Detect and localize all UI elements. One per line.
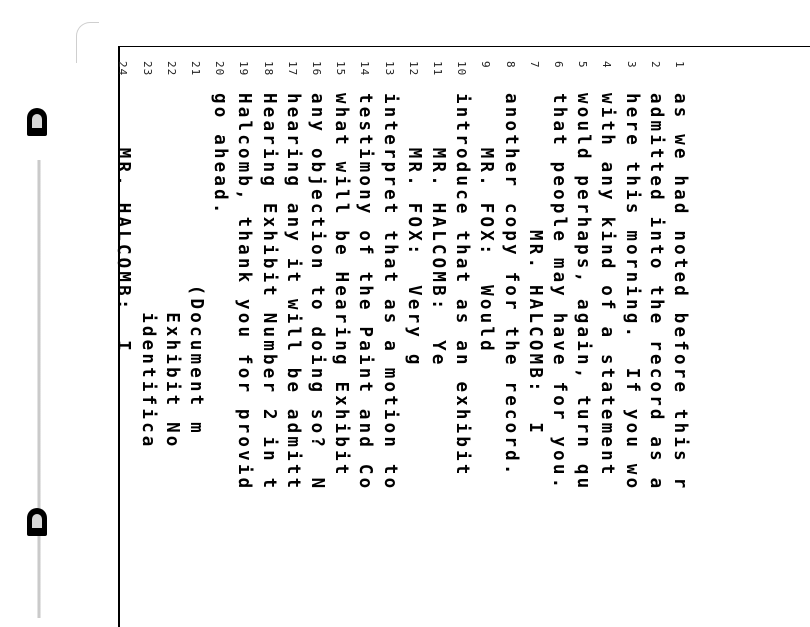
transcript-line: would perhaps, again, turn qu — [573, 93, 594, 492]
transcript-line: here this morning. If you wo — [621, 93, 642, 492]
line-number: 2 — [648, 61, 662, 69]
transcript-line: testimony of the Paint and Co — [355, 93, 376, 492]
transcript-page — [113, 46, 810, 627]
transcript-line: admitted into the record as a — [645, 93, 666, 492]
line-number: 20 — [213, 61, 227, 77]
line-number: 3 — [624, 61, 638, 69]
transcript-line: Exhibit No — [161, 312, 182, 450]
line-number: 17 — [285, 61, 299, 77]
line-number: 4 — [600, 61, 614, 69]
transcript-line: identifica — [137, 312, 158, 450]
transcript-line: any objection to doing so? N — [307, 93, 327, 492]
transcript-line: MR. HALCOMB: Ye — [428, 147, 448, 368]
line-number: 18 — [261, 61, 275, 77]
transcript-line: that people may have for you. — [549, 93, 569, 492]
line-number: 24 — [116, 61, 130, 77]
transcript-line: Hearing Exhibit Number 2 in t — [258, 93, 279, 492]
line-number: 21 — [189, 61, 202, 77]
punch-hole-top — [27, 108, 47, 136]
rotated-page-content — [113, 47, 710, 627]
page-corner-mark — [76, 22, 99, 63]
line-number: 8 — [503, 61, 517, 69]
line-number: 15 — [334, 61, 348, 77]
line-number: 12 — [406, 61, 420, 77]
line-number: 10 — [455, 61, 469, 77]
transcript-line: as we had noted before this r — [670, 93, 690, 492]
transcript-line: MR. HALCOMB: I — [113, 147, 134, 354]
transcript-text — [113, 47, 710, 627]
line-number: 13 — [382, 61, 396, 77]
transcript-line: (Document m — [186, 284, 206, 436]
transcript-line: another copy for the record. — [500, 93, 521, 478]
line-number: 6 — [552, 61, 565, 69]
line-number: 16 — [310, 61, 323, 77]
transcript-line: hearing any it will be admitt — [282, 93, 303, 492]
line-number: 19 — [237, 61, 251, 77]
transcript-line: go ahead. — [210, 93, 231, 217]
transcript-line: with any kind of a statement — [597, 93, 618, 478]
line-number: 23 — [140, 61, 154, 77]
line-number: 22 — [164, 61, 178, 77]
punch-hole-bottom — [27, 508, 47, 536]
transcript-line: MR. FOX: Very g — [403, 147, 424, 368]
binding-edge-shadow — [37, 160, 41, 618]
line-number: 5 — [576, 61, 590, 69]
transcript-line: MR. HALCOMB: I — [524, 230, 545, 437]
transcript-line: introduce that as an exhibit — [452, 93, 473, 478]
line-number: 11 — [431, 61, 444, 77]
line-number: 7 — [527, 61, 541, 69]
transcript-line: MR. FOX: Would — [476, 147, 497, 354]
line-number: 14 — [358, 61, 372, 77]
line-number: 1 — [673, 61, 686, 69]
transcript-line: what will be Hearing Exhibit — [331, 93, 352, 478]
transcript-line: interpret that as a motion to — [379, 93, 400, 492]
transcript-line: Halcomb, thank you for provid — [234, 93, 255, 492]
line-number: 9 — [479, 61, 493, 69]
